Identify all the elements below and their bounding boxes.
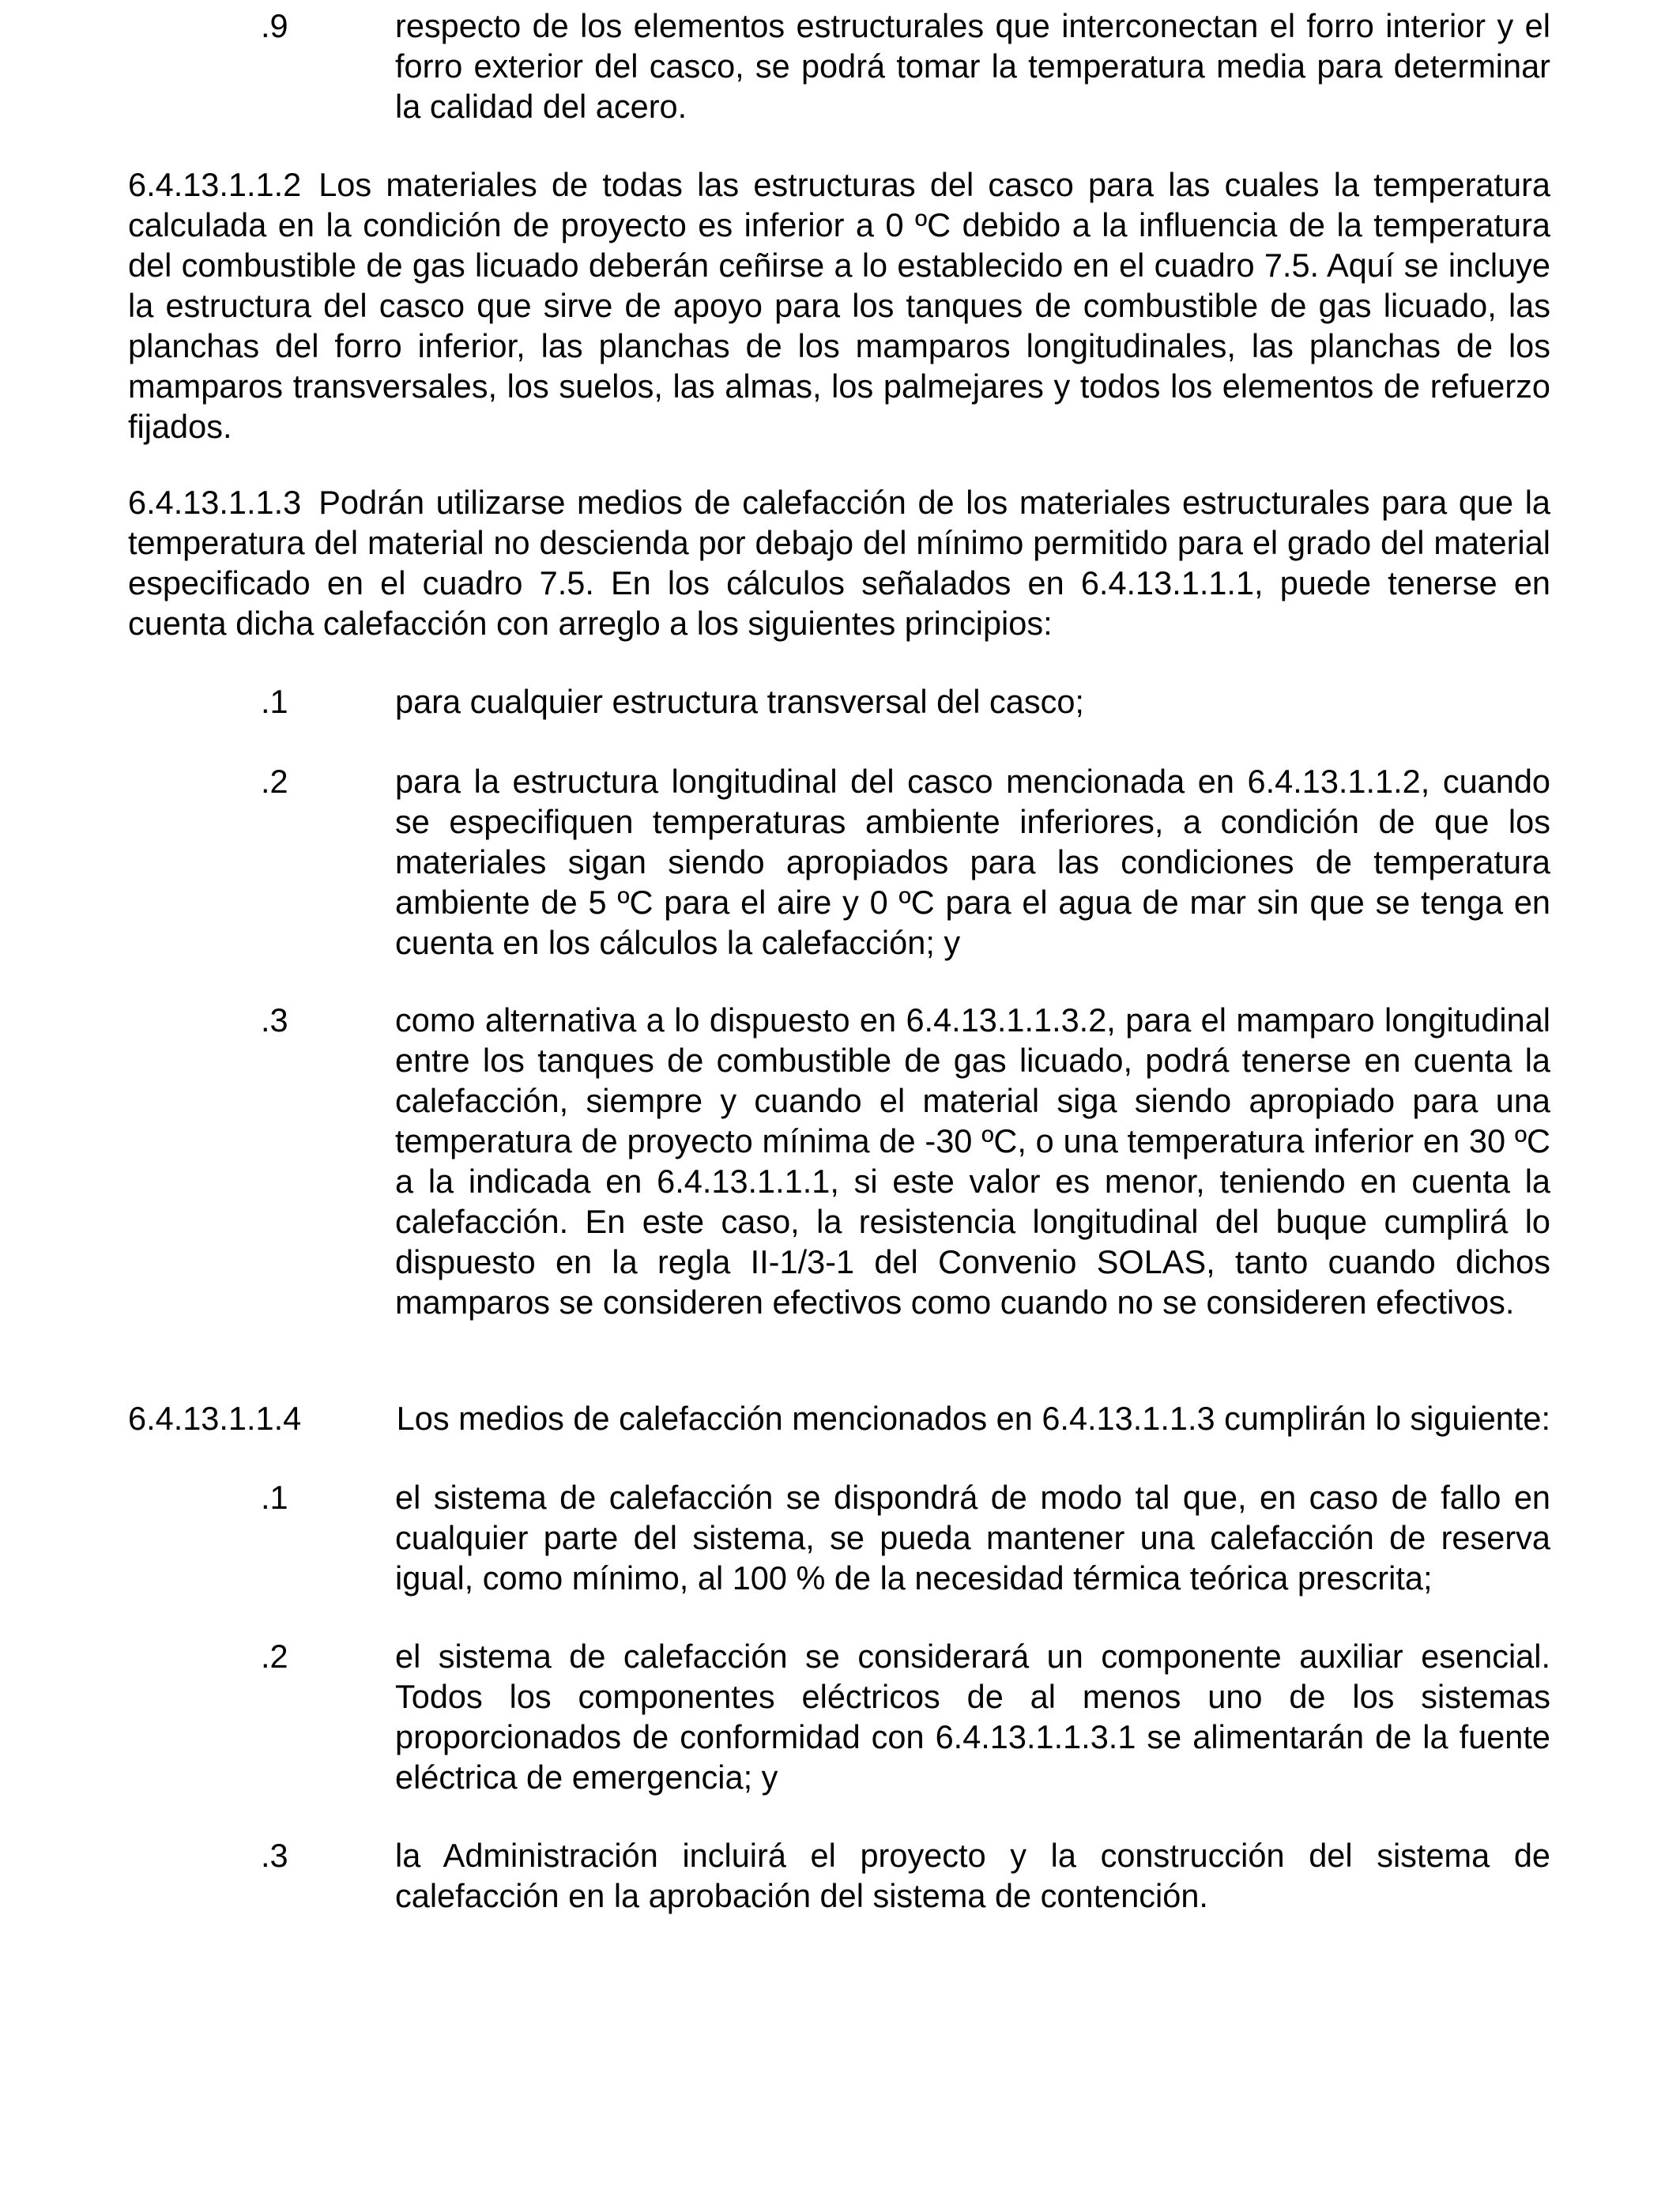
list-item bbox=[261, 681, 1550, 722]
paragraph-6-4-13-1-1-2 bbox=[128, 164, 1550, 447]
item-number: .1 bbox=[261, 1479, 288, 1516]
paragraph-text: Los materiales de todas las estructuras del casco para las cuales la temperatura calculada en la condición de proyecto es inferior a 0 ºC debido a la influencia de la temperatura del combustible de gas licuado deberán ceñirse a lo establecido en el cuadro 7.5. Aquí se incluye la estructura del casco que sirve de apoyo para los tanques de combustible de gas licuado, las planchas del forro inferior, las planchas de los mamparos longitudinales, las planchas de los mamparos transversales, los suelos, las almas, los palmejares y todos los elementos de refuerzo fijados. bbox=[128, 166, 1550, 445]
paragraph-number: 6.4.13.1.1.2 bbox=[128, 166, 302, 203]
list-item bbox=[261, 1835, 1550, 1916]
item-text: el sistema de calefacción se considerará un componente auxiliar esencial. Todos los componentes eléctricos de al menos uno de los sistemas proporcionados de conformidad con 6.4.13.1.1.3.1 se alimentarán de la fuente eléctrica de emergencia; y bbox=[395, 1638, 1550, 1796]
item-text: como alternativa a lo dispuesto en 6.4.13.1.1.3.2, para el mamparo longitudinal entre los tanques de combustible de gas licuado, podrá tenerse en cuenta la calefacción, siempre y cuando el material siga siendo apropiado para una temperatura de proyecto mínima de -30 ºC, o una temperatura inferior en 30 ºC a la indicada en 6.4.13.1.1.1, si este valor es menor, teniendo en cuenta la calefacción. En este caso, la resistencia longitudinal del buque cumplirá lo dispuesto en la regla II-1/3-1 del Convenio SOLAS, tanto cuando dichos mamparos se consideren efectivos como cuando no se consideren efectivos. bbox=[395, 1001, 1550, 1321]
item-text: para cualquier estructura transversal del casco; bbox=[395, 683, 1084, 720]
item-text: para la estructura longitudinal del casco mencionada en 6.4.13.1.1.2, cuando se especifiquen temperaturas ambiente inferiores, a condición de que los materiales sigan siendo apropiados para las condiciones de temperatura ambiente de 5 ºC para el aire y 0 ºC para el agua de mar sin que se tenga en cuenta en los cálculos la calefacción; y bbox=[395, 763, 1550, 961]
paragraph-number: 6.4.13.1.1.3 bbox=[128, 484, 302, 521]
list-item bbox=[261, 761, 1550, 963]
item-number: .3 bbox=[261, 1001, 288, 1039]
item-number: .1 bbox=[261, 683, 288, 720]
item-text: respecto de los elementos estructurales que interconectan el forro interior y el forro exterior del casco, se podrá tomar la temperatura media para determinar la calidad del acero. bbox=[395, 7, 1550, 125]
paragraph-6-4-13-1-1-3 bbox=[128, 482, 1550, 643]
item-text: la Administración incluirá el proyecto y la construcción del sistema de calefacción en la aprobación del sistema de contención. bbox=[395, 1837, 1550, 1914]
paragraph-text: Los medios de calefacción mencionados en 6.4.13.1.1.3 cumplirán lo siguiente: bbox=[396, 1400, 1550, 1437]
item-number: .3 bbox=[261, 1837, 288, 1874]
list-item bbox=[261, 1477, 1550, 1598]
list-item bbox=[261, 6, 1550, 126]
paragraph-text: Podrán utilizarse medios de calefacción de los materiales estructurales para que la temperatura del material no descienda por debajo del mínimo permitido para el grado del material especificado en el cuadro 7.5. En los cálculos señalados en 6.4.13.1.1.1, puede tenerse en cuenta dicha calefacción con arreglo a los siguientes principios: bbox=[128, 484, 1550, 642]
list-item bbox=[261, 1000, 1550, 1322]
item-number: .9 bbox=[261, 7, 288, 44]
paragraph-number: 6.4.13.1.1.4 bbox=[128, 1400, 302, 1437]
list-item bbox=[261, 1636, 1550, 1797]
item-text: el sistema de calefacción se dispondrá de modo tal que, en caso de fallo en cualquier parte del sistema, se pueda mantener una calefacción de reserva igual, como mínimo, al 100 % de la necesidad térmica teórica prescrita; bbox=[395, 1479, 1550, 1596]
item-number: .2 bbox=[261, 763, 288, 800]
item-number: .2 bbox=[261, 1638, 288, 1675]
